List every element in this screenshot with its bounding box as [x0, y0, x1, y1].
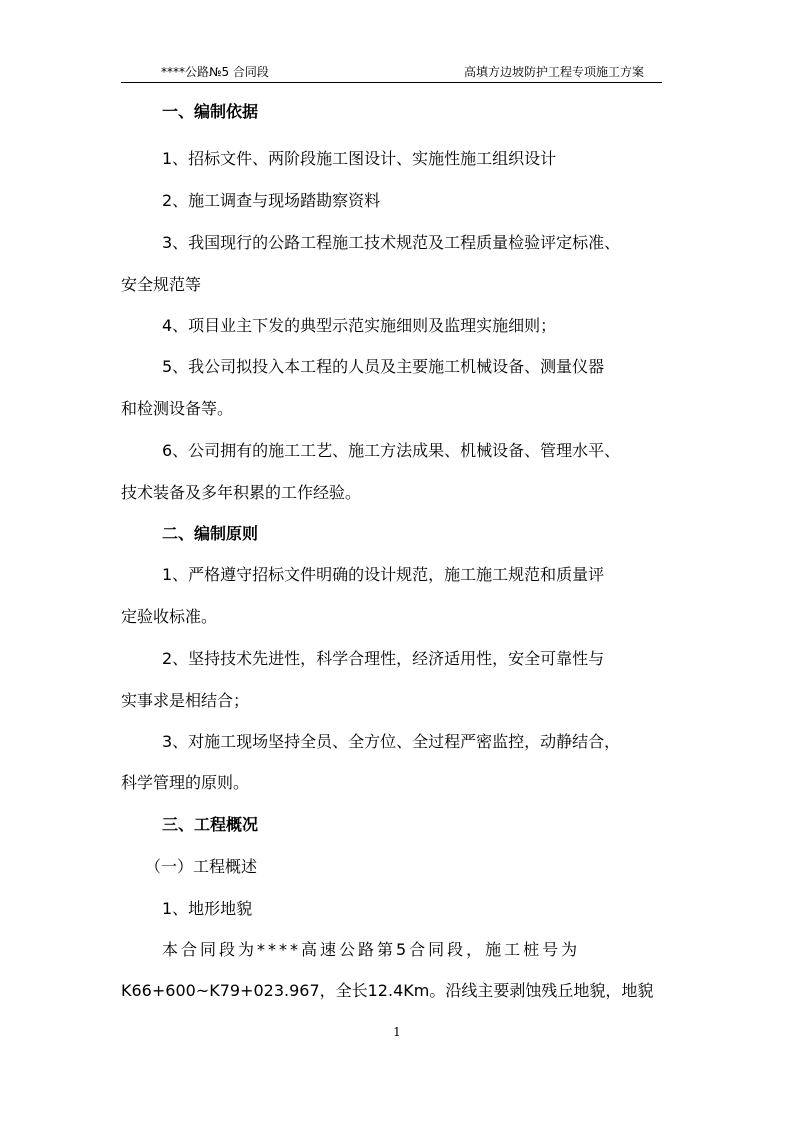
paragraph-line: 本合同段为****高速公路第5合同段，施工桩号为 — [162, 940, 581, 959]
paragraph-line: 2、施工调查与现场踏勘察资料 — [162, 191, 381, 210]
section-heading: 二、编制原则 — [162, 524, 259, 543]
paragraph-line: 1、招标文件、两阶段施工图设计、实施性施工组织设计 — [162, 149, 557, 168]
paragraph-line: 4、项目业主下发的典型示范实施细则及监理实施细则； — [162, 316, 557, 335]
paragraph-line: 5、我公司拟投入本工程的人员及主要施工机械设备、测量仪器 — [162, 357, 605, 376]
paragraph-line: 1、地形地貌 — [162, 899, 253, 918]
header-right-text: 高填方边坡防护工程专项施工方案 — [463, 65, 644, 79]
paragraph-line: 3、我国现行的公路工程施工技术规范及工程质量检验评定标准、 — [162, 233, 621, 252]
subsection-heading: （一）工程概述 — [145, 857, 258, 876]
paragraph-line: 科学管理的原则。 — [121, 773, 250, 792]
paragraph-line: 安全规范等 — [121, 275, 202, 294]
paragraph-line: 6、公司拥有的施工工艺、施工方法成果、机械设备、管理水平、 — [162, 441, 621, 460]
page-header — [121, 62, 662, 83]
paragraph-line: 实事求是相结合； — [121, 691, 250, 710]
paragraph-line: 和检测设备等。 — [121, 399, 234, 418]
section-heading: 一、编制依据 — [162, 102, 259, 121]
paragraph-line: 定验收标准。 — [121, 607, 218, 626]
paragraph-line: 技术装备及多年积累的工作经验。 — [121, 483, 362, 502]
paragraph-line: K66+600~K79+023.967，全长12.4Km。沿线主要剥蚀残丘地貌，地貌 — [121, 981, 654, 1000]
paragraph-line: 2、坚持技术先进性，科学合理性，经济适用性，安全可靠性与 — [162, 649, 605, 668]
page-number: 1 — [393, 1025, 401, 1039]
paragraph-line: 1、严格遵守招标文件明确的设计规范，施工施工规范和质量评 — [162, 565, 605, 584]
paragraph-line: 3、对施工现场坚持全员、全方位、全过程严密监控，动静结合， — [162, 732, 621, 751]
section-heading: 三、工程概况 — [162, 815, 259, 834]
header-left-text: ****公路№5 合同段 — [161, 65, 269, 79]
